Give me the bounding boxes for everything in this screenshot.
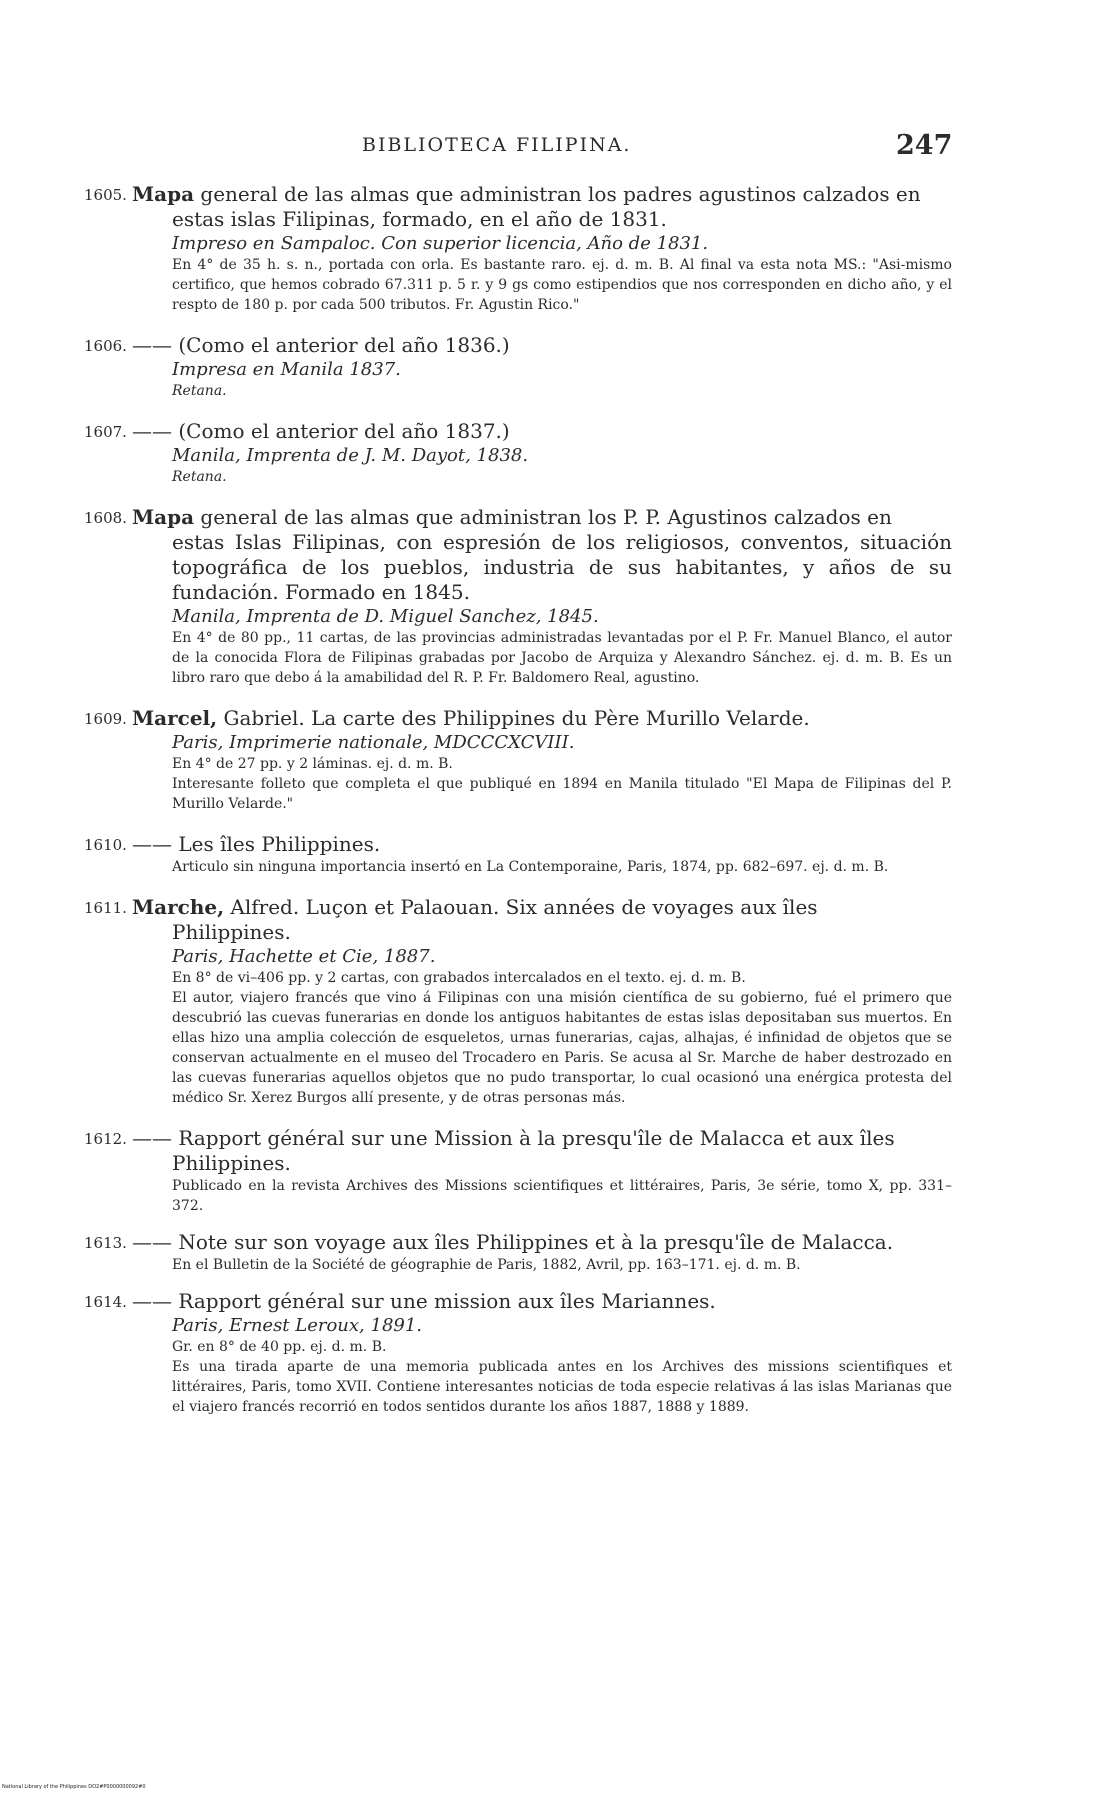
- entry-number: 1606.: [84, 337, 127, 355]
- entry-title-cont: estas islas Filipinas, formado, en el año de 1831.: [172, 207, 667, 231]
- entry-imprint: Impresa en Manila 1837.: [172, 359, 401, 380]
- entry-1608: [84, 505, 952, 688]
- entry-number: 1607.: [84, 423, 127, 441]
- entry-number: 1605.: [84, 186, 127, 204]
- entry-number: 1614.: [84, 1293, 127, 1311]
- entry-1611: [84, 895, 952, 1108]
- entry-note-2: Interesante folleto que completa el que publiqué en 1894 en Manila titulado "El Mapa de Filipinas del P. Murillo Velarde.": [172, 776, 952, 812]
- entry-author: Marche,: [132, 895, 225, 919]
- entry-number: 1611.: [84, 899, 127, 917]
- entry-title: —— (Como el anterior del año 1837.): [132, 419, 510, 443]
- entry-title-cont: Philippines.: [172, 1151, 291, 1175]
- entry-title: general de las almas que administran los P. P. Agustinos calzados en: [200, 505, 892, 529]
- entry-title-cont: Philippines.: [172, 920, 291, 944]
- entry-imprint: Impreso en Sampaloc. Con superior licencia, Año de 1831.: [172, 233, 709, 254]
- entry-note: En 4° de 35 h. s. n., portada con orla. Es bastante raro. ej. d. m. B. Al final va esta nota MS.: "Asi-mismo certifico, que hemos cobrado 67.311 p. 5 r. y 9 gs como estipendios que nos corresponden en dicho año, y el respto de 180 p. por cada 500 tributos. Fr. Agustin Rico.": [172, 257, 952, 313]
- entry-title: general de las almas que administran los padres agustinos calzados en: [200, 182, 921, 206]
- entry-imprint: Manila, Imprenta de D. Miguel Sanchez, 1845.: [172, 606, 599, 627]
- entry-title: —— Rapport général sur une mission aux îles Mariannes.: [132, 1289, 716, 1313]
- entry-title: —— Rapport général sur une Mission à la presqu'île de Malacca et aux îles: [132, 1126, 895, 1150]
- page-number: 247: [896, 130, 953, 161]
- entry-1610: [84, 832, 952, 877]
- entry-title: Gabriel. La carte des Philippines du Père Murillo Velarde.: [223, 706, 810, 730]
- entry-note: En 4° de 80 pp., 11 cartas, de las provincias administradas levantadas por el P. Fr. Manuel Blanco, el autor de la conocida Flora de Filipinas grabadas por Jacobo de Arquiza y Alexandro Sánchez. ej. d. m. B. Es un libro raro que debo á la amabilidad del R. P. Fr. Baldomero Real, agustino.: [172, 630, 952, 686]
- entry-imprint: Paris, Imprimerie nationale, MDCCCXCVIII.: [172, 732, 575, 753]
- entry-title-cont: estas Islas Filipinas, con espresión de los religiosos, conventos, situación topográfica de los pueblos, industria de sus habitantes, y años de su fundación. Formado en 1845.: [172, 530, 952, 604]
- entries: [84, 182, 952, 1417]
- entry-note: En 4° de 27 pp. y 2 láminas. ej. d. m. B.: [172, 756, 453, 772]
- entry-number: 1608.: [84, 509, 127, 527]
- entry-number: 1609.: [84, 710, 127, 728]
- entry-1607: [84, 419, 952, 487]
- entry-number: 1610.: [84, 836, 127, 854]
- entry-imprint: Paris, Hachette et Cie, 1887.: [172, 946, 436, 967]
- entry-imprint: Manila, Imprenta de J. M. Dayot, 1838.: [172, 445, 529, 466]
- entry-1609: [84, 706, 952, 814]
- running-title: BIBLIOTECA FILIPINA.: [362, 134, 632, 156]
- entry-title: Alfred. Luçon et Palaouan. Six années de voyages aux îles: [230, 895, 818, 919]
- entry-title: —— Note sur son voyage aux îles Philippines et à la presqu'île de Malacca.: [132, 1230, 894, 1254]
- entry-note: En el Bulletin de la Société de géographie de Paris, 1882, Avril, pp. 163–171. ej. d. m. B.: [172, 1257, 801, 1273]
- entry-number: 1613.: [84, 1234, 127, 1252]
- entry-1613: [84, 1230, 952, 1275]
- entry-1614: [84, 1289, 952, 1417]
- entry-author: Mapa: [132, 505, 195, 529]
- entry-imprint: Paris, Ernest Leroux, 1891.: [172, 1315, 423, 1336]
- entry-note-2: Es una tirada aparte de una memoria publicada antes en los Archives des missions scientifiques et littéraires, Paris, tomo XVII. Contiene interesantes noticias de toda especie relativas á las islas Marianas que el viajero francés recorrió en todos sentidos durante los años 1887, 1888 y 1889.: [172, 1359, 952, 1415]
- entry-title: —— Les îles Philippines.: [132, 832, 381, 856]
- entry-note: Gr. en 8° de 40 pp. ej. d. m. B.: [172, 1339, 387, 1355]
- page-header: [0, 130, 1098, 164]
- entry-note-2: El autor, viajero francés que vino á Filipinas con una misión científica de su gobierno, fué el primero que descubrió las cuevas funerarias en donde los antiguos habitantes de estas islas depositaban sus muertos. En ellas hizo una amplia colección de esqueletos, urnas funerarias, cajas, alhajas, é infinidad de objetos que se conservan actualmente en el museo del Trocadero en Paris. Se acusa al Sr. Marche de haber destrozado en las cuevas funerarias aquellos objetos que no pudo transportar, lo cual ocasionó una enérgica protesta del médico Sr. Xerez Burgos allí presente, y de otras personas más.: [172, 990, 952, 1106]
- entry-note: En 8° de vi–406 pp. y 2 cartas, con grabados intercalados en el texto. ej. d. m. B.: [172, 970, 746, 986]
- entry-note: Articulo sin ninguna importancia insertó en La Contemporaine, Paris, 1874, pp. 682–697. ej. d. m. B.: [172, 859, 889, 875]
- entry-note: Retana.: [172, 383, 227, 399]
- entry-author: Marcel,: [132, 706, 218, 730]
- entry-note: Retana.: [172, 469, 227, 485]
- entry-title: —— (Como el anterior del año 1836.): [132, 333, 510, 357]
- entry-1606: [84, 333, 952, 401]
- scan-footer: National Library of the Philippines DO2#P0000000092#0: [2, 1784, 146, 1790]
- entry-1612: [84, 1126, 952, 1216]
- entry-number: 1612.: [84, 1130, 127, 1148]
- entry-note: Publicado en la revista Archives des Missions scientifiques et littéraires, Paris, 3e série, tomo X, pp. 331–372.: [172, 1178, 952, 1214]
- entry-1605: [84, 182, 952, 315]
- entry-author: Mapa: [132, 182, 195, 206]
